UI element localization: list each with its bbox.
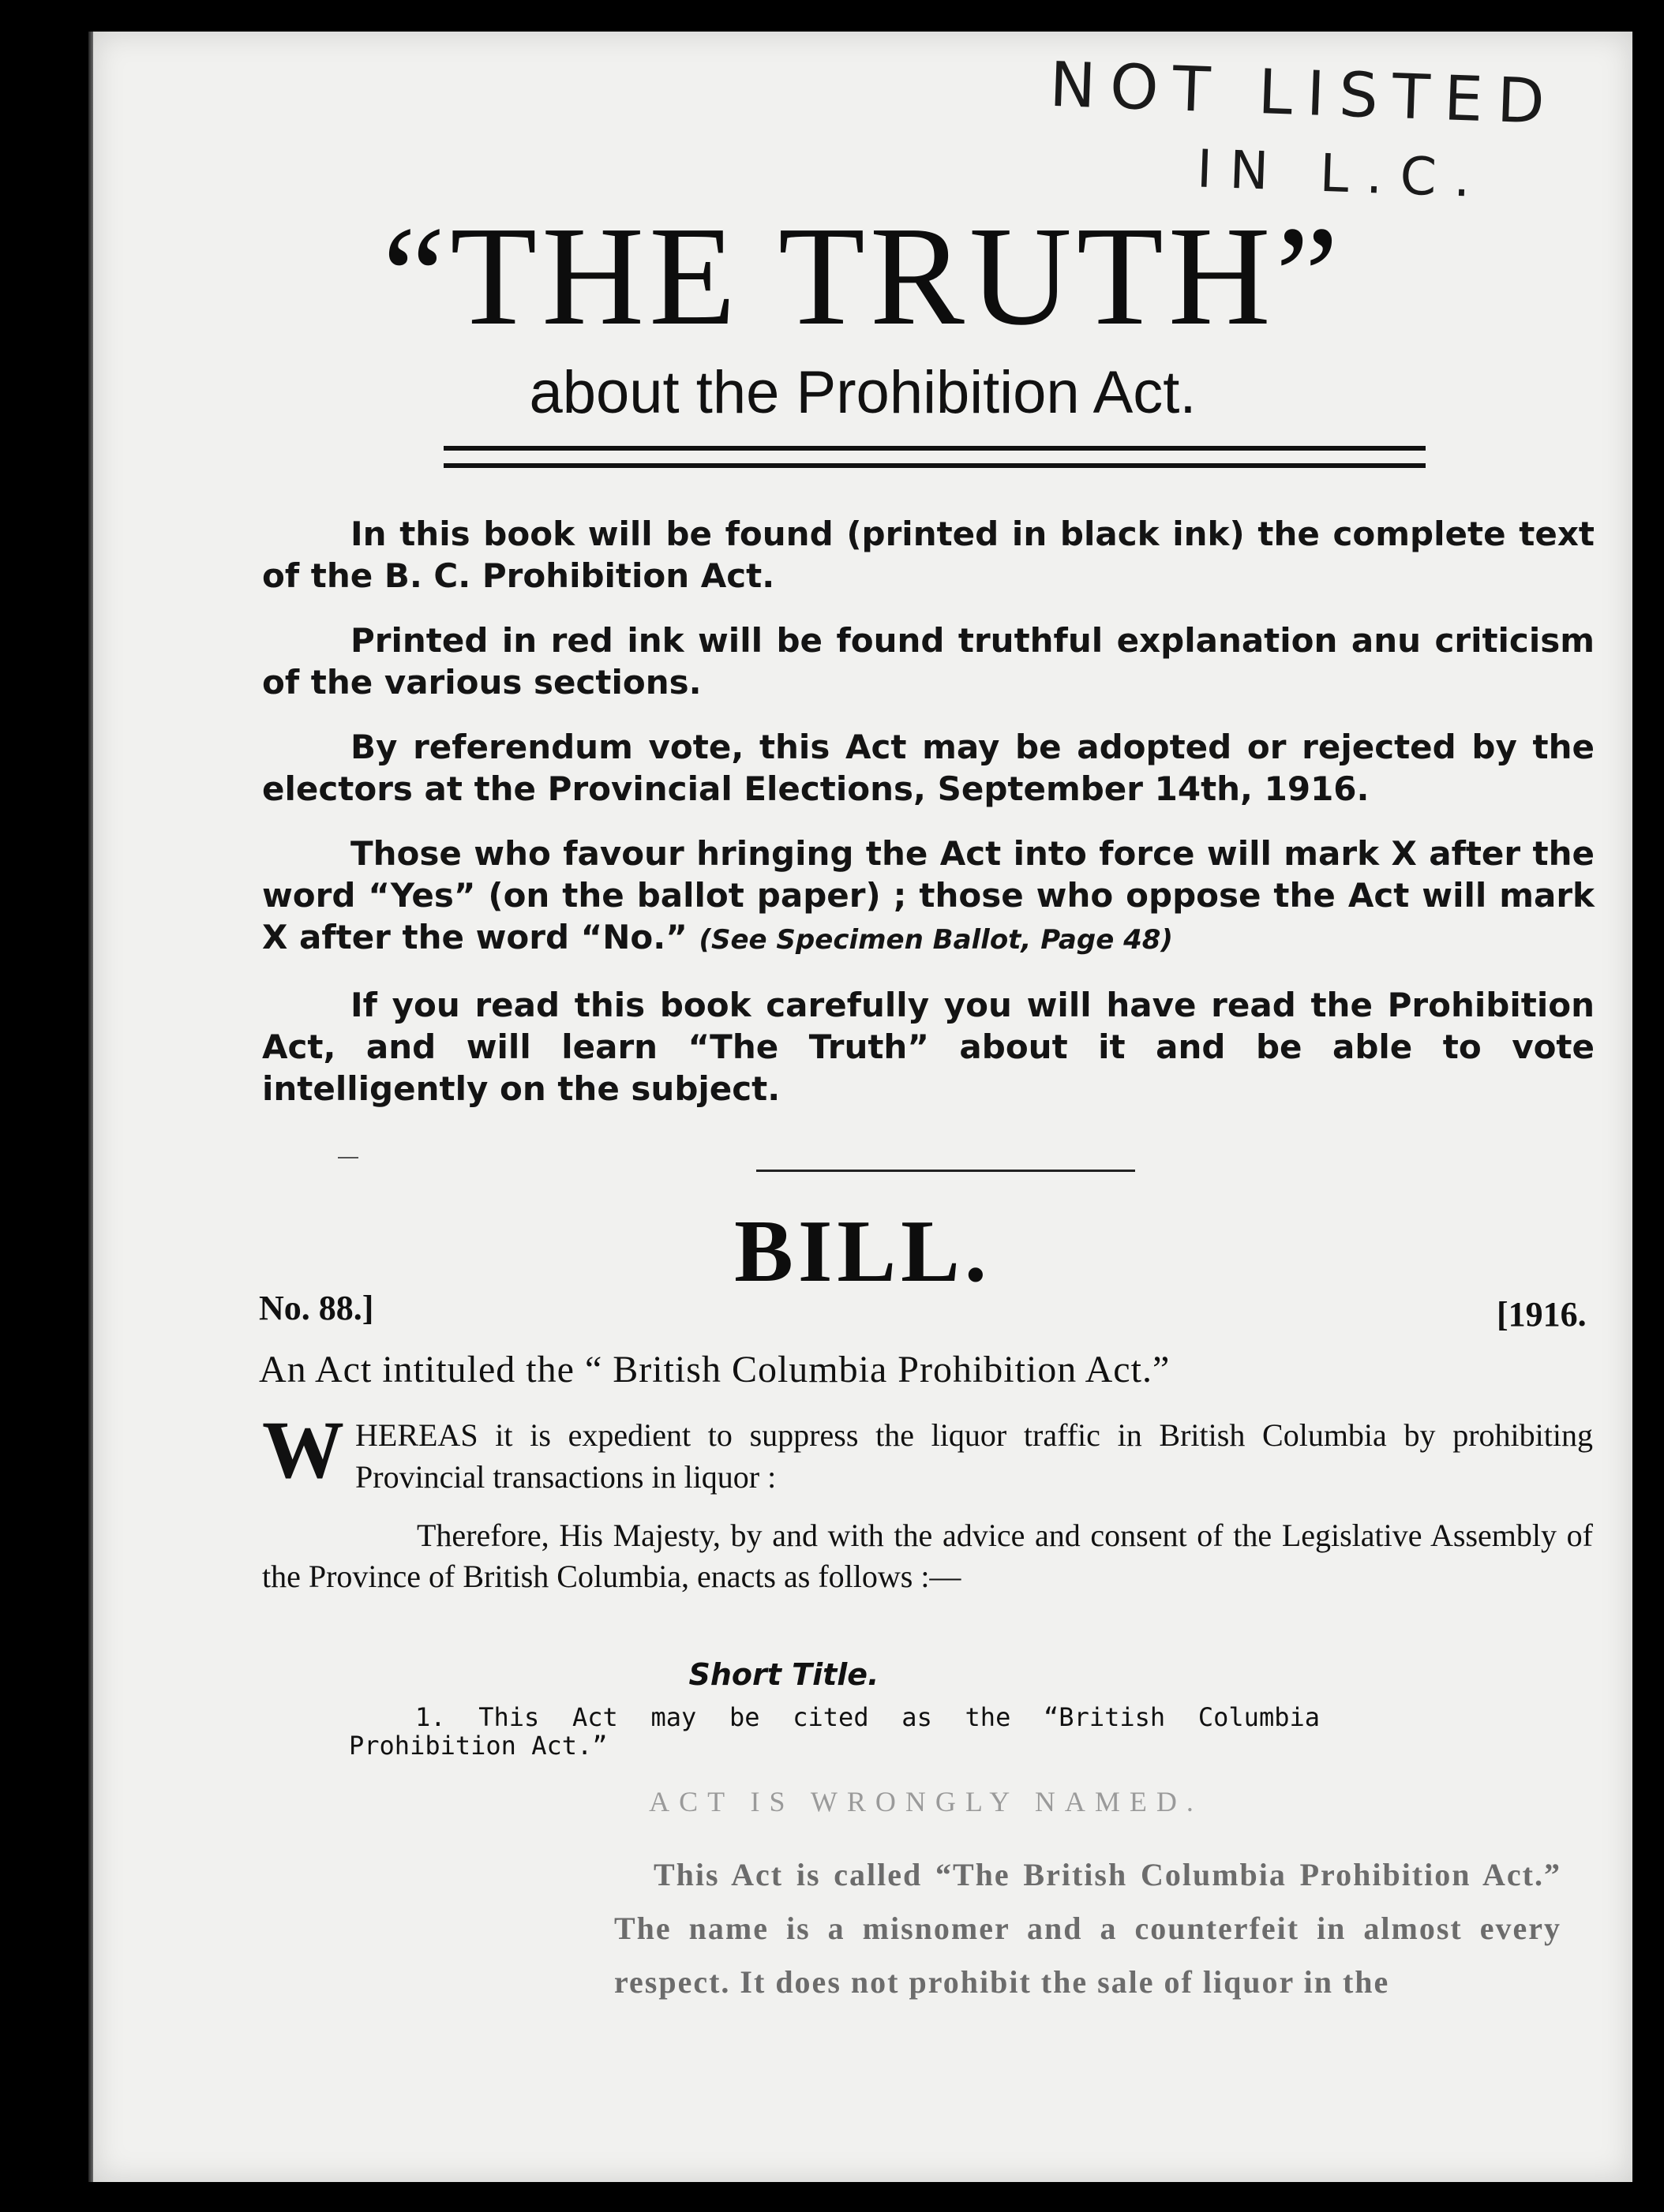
whereas-clause bbox=[262, 1405, 1593, 1498]
intro-paragraph-5: If you read this book carefully you will have read the Prohibition Act, and will learn “The Truth” about it and be able to vote intelligently on the subject. bbox=[262, 986, 1595, 1108]
intro-paragraph-4-text: Those who favour hringing the Act into force will mark X after the word “Yes” (on the ballot paper) ; those who oppose the Act will mark X after the word “No.” bbox=[262, 834, 1595, 956]
page-title: “THE TRUTH” bbox=[382, 197, 1344, 354]
annotation-line-1: NOT LISTED bbox=[1048, 49, 1561, 139]
short-title-heading: Short Title. bbox=[688, 1657, 879, 1692]
whereas-text: HEREAS it is expedient to suppress the liquor traffic in British Columbia by prohibiting Provincial transactions in liquor : bbox=[355, 1417, 1593, 1495]
section-1 bbox=[349, 1703, 1320, 1760]
bill-heading: BILL. bbox=[734, 1203, 991, 1301]
drop-cap: W bbox=[262, 1405, 344, 1495]
intro-section bbox=[262, 513, 1595, 1132]
annotation-line-2: IN L.C. bbox=[1195, 138, 1490, 210]
stray-mark bbox=[338, 1157, 358, 1158]
bill-year: [1916. bbox=[1497, 1295, 1587, 1334]
intro-paragraph-1: In this book will be found (printed in black ink) the complete text of the B. C. Prohibition Act. bbox=[262, 515, 1595, 595]
act-title: An Act intituled the “ British Columbia Prohibition Act.” bbox=[259, 1349, 1171, 1390]
intro-paragraph-3: By referendum vote, this Act may be adopted or rejected by the electors at the Provincial Elections, September 14th, 1916. bbox=[262, 728, 1595, 808]
enacting-clause bbox=[262, 1515, 1593, 1597]
intro-paragraph-4 bbox=[262, 833, 1595, 961]
commentary-text-body: This Act is called “The British Columbia Prohibition Act.” The name is a misnomer and a counterfeit in almost every respect. It does not prohibit the sale of liquor in the bbox=[614, 1857, 1561, 2000]
page-subtitle: about the Prohibition Act. bbox=[529, 359, 1197, 426]
commentary-text bbox=[614, 1848, 1561, 2009]
enacting-clause-text: Therefore, His Majesty, by and with the advice and consent of the Legislative Assembly of the Province of British Columbia, enacts as follows :— bbox=[262, 1518, 1593, 1594]
intro-paragraph-2: Printed in red ink will be found truthful explanation anu criticism of the various sections. bbox=[262, 621, 1595, 702]
document-page bbox=[93, 32, 1632, 2182]
ballot-citation: (See Specimen Ballot, Page 48) bbox=[699, 924, 1173, 956]
section-1-text: 1. This Act may be cited as the “British Columbia Prohibition Act.” bbox=[349, 1702, 1320, 1761]
double-rule-divider bbox=[444, 446, 1426, 468]
handwritten-annotation bbox=[1046, 49, 1561, 210]
bill-number: No. 88.] bbox=[259, 1289, 374, 1327]
section-divider bbox=[756, 1170, 1135, 1172]
commentary-heading: ACT IS WRONGLY NAMED. bbox=[649, 1786, 1203, 1817]
